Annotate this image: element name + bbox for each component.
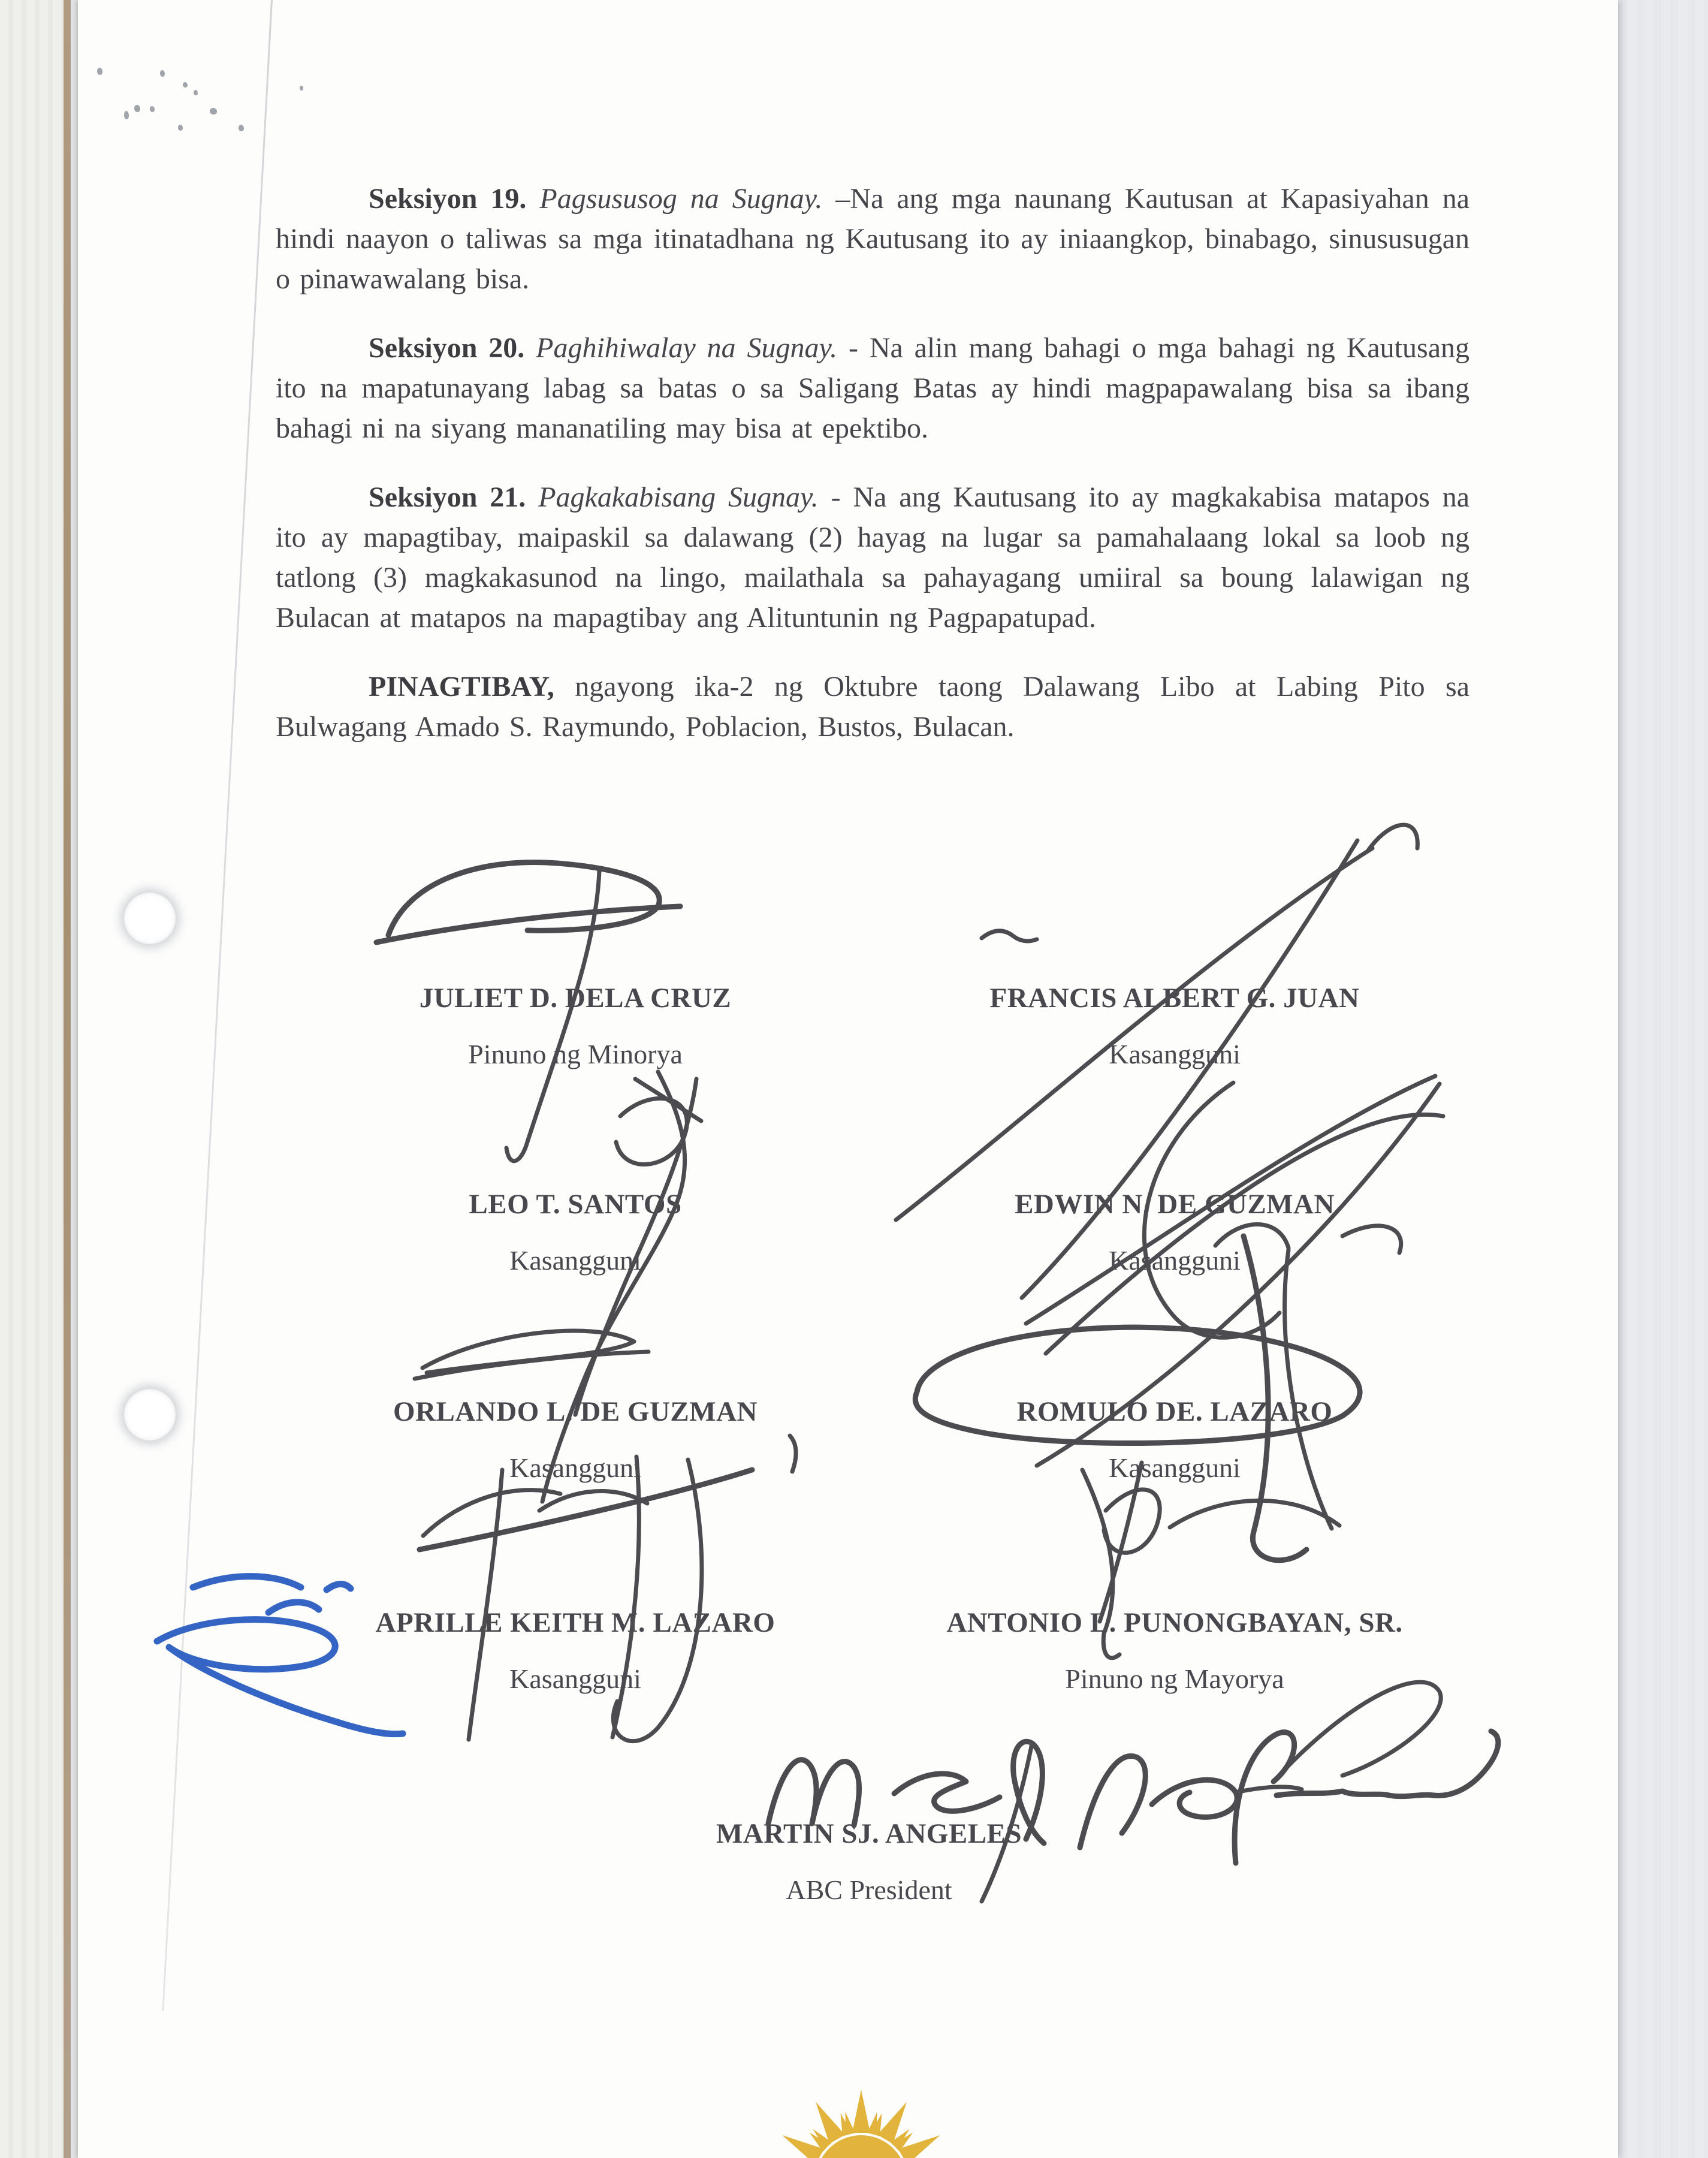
section-19-label: Seksiyon 19. <box>369 183 527 215</box>
scan-edge-line <box>64 0 71 2158</box>
signatory-block-edwin <box>851 1188 1498 1276</box>
section-21-paragraph <box>276 477 1469 638</box>
section-20-body: - Na alin mang bahagi o mga bahagi ng Kautusang ito na mapatunayang labag sa batas o sa Saligang Batas ay hindi magpapawalang bisa sa ibang bahagi ni na siyang mananatiling may bisa at epektibo. <box>276 332 1469 444</box>
signatory-block-president <box>653 1818 1085 1906</box>
section-20-clause: Paghihiwalay na Sugnay. <box>536 332 838 364</box>
section-19-clause: Pagsususog na Sugnay. <box>539 183 823 215</box>
signatory-title: Pinuno ng Minorya <box>468 1039 683 1069</box>
adoption-body: ngayong ika-2 ng Oktubre taong Dalawang Libo at Labing Pito sa Bulwagang Amado S. Raymundo, Poblacion, Bustos, Bulacan. <box>276 671 1469 743</box>
signatory-name: JULIET D. DELA CRUZ <box>419 982 732 1014</box>
hole-punch-top <box>124 893 176 944</box>
signatory-title: ABC President <box>786 1874 952 1905</box>
hole-punch-bottom <box>124 1389 176 1440</box>
signatory-title: Kasangguni <box>509 1245 641 1276</box>
signatory-block-antonio <box>851 1607 1498 1695</box>
section-19-paragraph <box>276 179 1469 299</box>
adoption-paragraph <box>276 667 1469 747</box>
signatory-block-aprille <box>252 1607 899 1695</box>
section-21-label: Seksiyon 21. <box>369 481 526 513</box>
signatory-name: FRANCIS ALBERT G. JUAN <box>989 982 1360 1014</box>
section-21-body: - Na ang Kautusang ito ay magkakabisa matapos na ito ay mapagtibay, maipaskil sa dalawang (2) hayag na lugar sa pamahalaang lokal sa loob ng tatlong (3) magkakasunod na lingo, mailathala sa pahayagang umiiral sa boung lalawigan ng Bulacan at matapos na mapagtibay ang Alituntunin ng Pagpapatupad. <box>276 481 1470 634</box>
signatory-name: EDWIN N. DE GUZMAN <box>1015 1189 1335 1220</box>
signatory-title: Kasangguni <box>509 1663 641 1694</box>
section-20-paragraph <box>276 328 1469 448</box>
signatory-title: Kasangguni <box>1109 1452 1241 1483</box>
signatory-title: Kasangguni <box>1109 1245 1241 1276</box>
section-19-body: –Na ang mga naunang Kautusan at Kapasiyahan na hindi naayon o taliwas sa mga itinatadhana ng Kautusang ito ay iniaangkop, binabago, sinususugan o pinawawalang bisa. <box>276 183 1469 295</box>
signatory-name: APRILLE KEITH M. LAZARO <box>375 1607 775 1638</box>
signatory-block-orlando <box>252 1396 899 1484</box>
section-21-clause: Pagkakabisang Sugnay. <box>538 481 819 513</box>
signatory-block-francis <box>851 982 1498 1070</box>
scan-left-edge-strip <box>0 0 64 2158</box>
signatory-block-romulo <box>851 1396 1498 1484</box>
signatory-name: LEO T. SANTOS <box>469 1189 682 1220</box>
signatory-block-juliet <box>252 982 899 1070</box>
signatory-name: ROMULO DE. LAZARO <box>1016 1396 1333 1427</box>
adoption-lead: PINAGTIBAY, <box>369 671 554 703</box>
signatory-block-leo <box>252 1188 899 1276</box>
signatory-name: ORLANDO L. DE GUZMAN <box>393 1396 758 1427</box>
signatory-name: ANTONIO L. PUNONGBAYAN, SR. <box>946 1607 1403 1638</box>
section-20-label: Seksiyon 20. <box>369 332 525 364</box>
signatory-title: Kasangguni <box>1109 1039 1241 1069</box>
scan-edge-gap <box>71 0 78 2158</box>
signatory-title: Pinuno ng Mayorya <box>1065 1663 1284 1694</box>
document-body <box>276 179 1469 776</box>
signatory-name: MARTIN SJ. ANGELES <box>716 1818 1022 1849</box>
signatory-title: Kasangguni <box>509 1452 641 1483</box>
